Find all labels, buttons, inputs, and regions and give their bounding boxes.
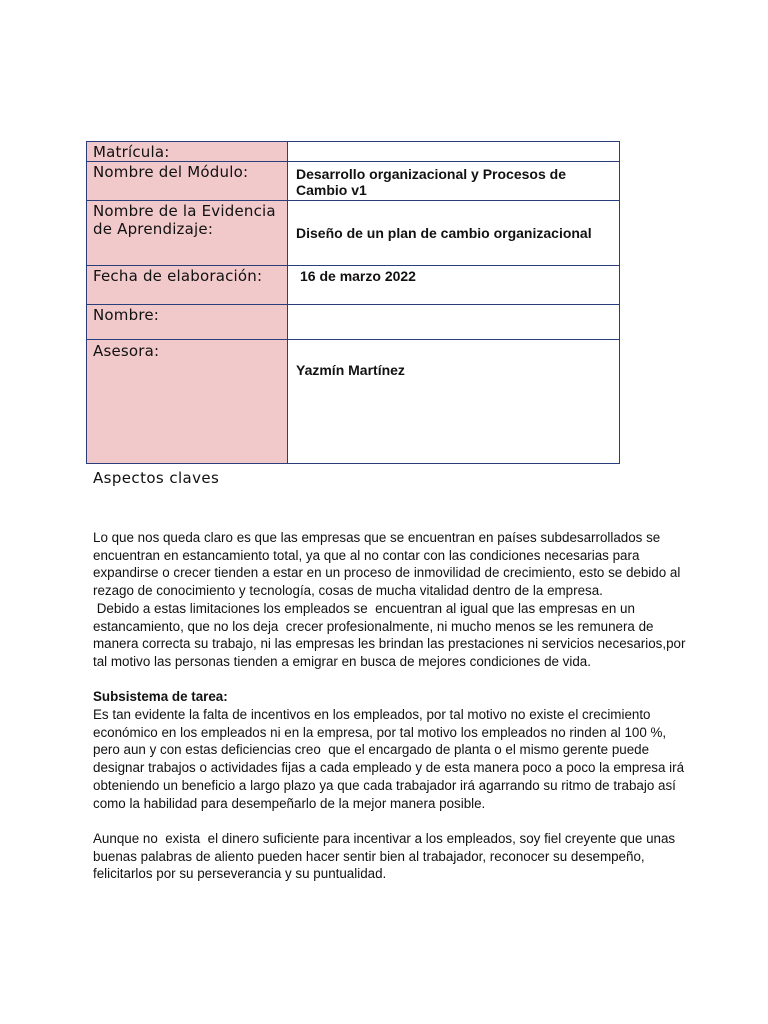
paragraph-gap bbox=[93, 812, 693, 830]
paragraph-1: Lo que nos queda claro es que las empresas que se encuentran en países subdesarrollados se encuentran en estancamiento total, ya que al no contar con las condiciones necesarias para expandirse o crecer tienden a estar en un proceso de inmovilidad de crecimiento, esto se debido al rezago de conocimiento y tecnología, cosas de mucha vitalidad dentro de la empresa. bbox=[93, 530, 685, 599]
asesora-value: Yazmín Martínez bbox=[288, 340, 620, 464]
nombre-label: Nombre: bbox=[87, 305, 288, 340]
asesora-label: Asesora: bbox=[87, 340, 288, 464]
row-fecha bbox=[87, 266, 620, 305]
matricula-label: Matrícula: bbox=[87, 142, 288, 162]
fecha-label: Fecha de elaboración: bbox=[87, 266, 288, 305]
modulo-label: Nombre del Módulo: bbox=[87, 162, 288, 201]
subsection-title: Subsistema de tarea: bbox=[93, 689, 228, 705]
fecha-value: 16 de marzo 2022 bbox=[288, 266, 620, 305]
section-heading: Aspectos claves bbox=[93, 469, 220, 487]
cover-info-table bbox=[86, 141, 620, 464]
modulo-value: Desarrollo organizacional y Procesos de Cambio v1 bbox=[288, 162, 620, 201]
nombre-value bbox=[288, 305, 620, 340]
row-modulo bbox=[87, 162, 620, 201]
evidencia-label: Nombre de la Evidencia de Aprendizaje: bbox=[87, 201, 288, 266]
paragraph-3: Es tan evidente la falta de incentivos en los empleados, por tal motivo no existe el crecimiento económico en los empleados ni en la empresa, por tal motivo los empleados no rinden al 100 %, pero aun y con estas deficiencias creo que el encargado de planta o el mismo gerente puede designar trabajos o actividades fijas a cada empleado y de esta manera poco a poco la empresa irá obteniendo un beneficio a largo plazo ya que cada trabajador irá agarrando su ritmo de trabajo así como la habilidad para desempeñarlo de la mejor manera posible. bbox=[93, 707, 688, 811]
matricula-value bbox=[288, 142, 620, 162]
row-nombre bbox=[87, 305, 620, 340]
body-text bbox=[93, 529, 693, 883]
evidencia-value: Diseño de un plan de cambio organizacional bbox=[288, 201, 620, 266]
paragraph-2: Debido a estas limitaciones los empleados se encuentran al igual que las empresas en un estancamiento, que no los deja crecer profesionalmente, ni mucho menos se les remunera de manera correcta su trabajo, ni las empresas les brindan las prestaciones ni servicios necesarios,por tal motivo las personas tienden a emigrar en busca de mejores condiciones de vida. bbox=[93, 600, 690, 669]
row-evidencia bbox=[87, 201, 620, 266]
row-matricula bbox=[87, 142, 620, 162]
paragraph-gap bbox=[93, 671, 693, 689]
row-asesora bbox=[87, 340, 620, 464]
paragraph-4: Aunque no exista el dinero suficiente para incentivar a los empleados, soy fiel creyente que unas buenas palabras de aliento pueden hacer sentir bien al trabajador, reconocer su desempeño, felicitarlos por su perseverancia y su puntualidad. bbox=[93, 830, 679, 882]
